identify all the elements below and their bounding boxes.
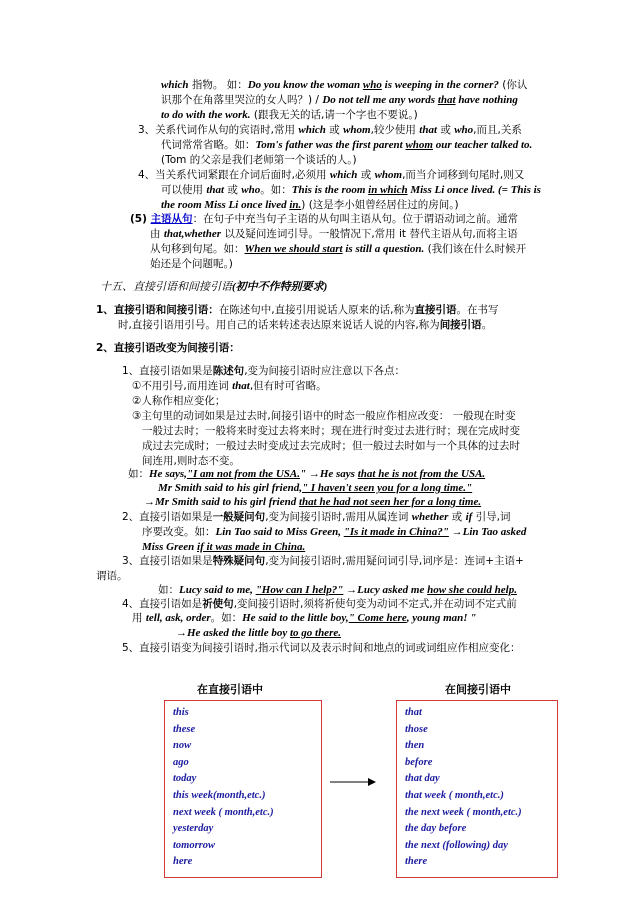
en-word: who xyxy=(241,184,261,196)
text: ,变间接引语时,须将祈使句变为动词不定式,并在动词不定式前 xyxy=(233,598,517,610)
text: 或 xyxy=(224,184,242,196)
term: 间接引语 xyxy=(439,319,482,331)
example-en: is still a question. xyxy=(342,243,425,255)
term: 直接引语和间接引语： xyxy=(113,304,219,316)
example-en: " →He says xyxy=(299,468,358,480)
direct-speech-item: these xyxy=(173,723,196,735)
text: 引导,词 xyxy=(472,511,511,523)
text: 。在书写 xyxy=(456,304,499,316)
text: ①不用引号,而用连词 xyxy=(132,380,233,392)
text-line xyxy=(122,554,524,568)
en-word: whom xyxy=(343,124,371,136)
direct-speech-item: here xyxy=(173,856,193,868)
text-line xyxy=(161,183,541,197)
text-line xyxy=(150,257,233,271)
text-line xyxy=(150,242,526,256)
text: 或 xyxy=(437,124,455,136)
indirect-speech-box xyxy=(396,700,558,878)
direct-speech-box xyxy=(164,700,322,878)
text-line xyxy=(132,379,327,393)
text: 4、当关系代词紧跟在介词后面时,必须用 xyxy=(138,169,330,181)
text: ②人称作相应变化； xyxy=(132,395,226,407)
term: 直接引语 xyxy=(414,304,457,316)
en-word: that xyxy=(206,184,225,196)
direct-speech-item: this xyxy=(173,707,189,718)
text-line xyxy=(122,597,517,611)
example-en: He says, xyxy=(149,468,187,480)
section-title: 十五、直接引语和间接引语 xyxy=(100,281,232,293)
example-underlined: how she could help. xyxy=(427,584,517,596)
example-en: Do not tell me any words xyxy=(322,94,438,106)
indirect-speech-item: the next (following) day xyxy=(405,839,508,851)
direct-speech-title: 在直接引语中 xyxy=(197,683,263,696)
text: 始还是个问题呢。) xyxy=(150,258,233,270)
text: 以及疑问连词引导。一般情况下,常用 it 替代主语从句,而将主语 xyxy=(221,228,518,240)
en-word: that xyxy=(232,380,250,392)
example-underlined: that xyxy=(437,94,456,106)
example-en: Miss Green xyxy=(142,541,198,553)
example-underlined: in. xyxy=(289,199,302,211)
text: 如： xyxy=(158,584,179,596)
example-underlined: that he had not seen her for a long time. xyxy=(298,496,482,508)
en-word: tell, ask, order xyxy=(145,612,211,624)
direct-speech-item: next week ( month,etc.) xyxy=(173,806,274,818)
example-en: He said to the little boy, xyxy=(242,612,349,624)
term: 陈述句 xyxy=(212,365,245,377)
text: ：在句子中充当句子主语的从句叫主语从句。位于谓语动词之前。通常 xyxy=(192,213,519,225)
text: 。如： xyxy=(260,184,292,196)
term: 特殊疑问句 xyxy=(212,555,266,567)
text: 用 xyxy=(132,612,146,624)
example-en: , young man! " xyxy=(406,612,477,624)
en-word: which xyxy=(298,124,326,136)
indirect-speech-item: the day before xyxy=(405,823,467,835)
text-line xyxy=(138,168,524,182)
text-line xyxy=(132,394,225,408)
en-word: which xyxy=(329,169,358,181)
text-line xyxy=(142,424,520,438)
example-en: Lin Tao said to Miss Green, xyxy=(215,526,344,538)
text: 间连用,则时态不变。 xyxy=(142,455,240,467)
text: 如： xyxy=(128,468,149,480)
text-line xyxy=(161,78,527,92)
text-line xyxy=(161,93,518,107)
en-word: that,whether xyxy=(163,228,221,240)
example-en: to do with the work. xyxy=(161,109,251,121)
text: ,变为间接引语时,需用从属连词 xyxy=(265,511,412,523)
example-underlined: who xyxy=(362,79,382,91)
example-line xyxy=(144,495,481,509)
text-line xyxy=(122,510,511,524)
text: ,变为间接引语时,需用疑问词引导,词序是：连词+主语+ xyxy=(265,555,524,567)
example-en: Miss Li once lived. (= This is xyxy=(407,184,541,196)
text: (我们该在什么时候开 xyxy=(424,243,527,255)
text: ,较少使用 xyxy=(370,124,420,136)
text-line xyxy=(132,611,476,625)
text-line xyxy=(161,138,532,152)
example-en: Lucy said to me, xyxy=(179,584,256,596)
example-underlined: When we should start xyxy=(244,243,343,255)
text-line xyxy=(122,364,405,378)
text-line xyxy=(161,198,459,212)
direct-speech-item: ago xyxy=(173,756,189,768)
example-en: →Lin Tao asked xyxy=(448,526,527,538)
text-line xyxy=(138,123,522,137)
text-line xyxy=(130,212,518,226)
example-underlined: "Is it made in China?" xyxy=(343,526,449,538)
text: 时,直接引语用引号。用自己的话来转述表达原来说话人说的内容,称为 xyxy=(118,319,440,331)
text-line xyxy=(96,303,499,317)
text-line xyxy=(122,641,521,655)
direct-speech-item: tomorrow xyxy=(173,839,216,851)
text: ,变为间接引语时应注意以下各点： xyxy=(244,365,406,377)
arrow-icon xyxy=(330,776,376,788)
text-line xyxy=(132,409,516,423)
example-en: Tom's father was the first parent xyxy=(255,139,406,151)
indirect-speech-item: those xyxy=(405,723,428,735)
subject-clause-link[interactable]: 主语从句 xyxy=(150,213,193,225)
example-underlined: " Come here xyxy=(348,612,407,624)
indirect-speech-item: that xyxy=(405,707,422,718)
item-number: 1、 xyxy=(96,304,114,316)
example-underlined: to go there. xyxy=(289,627,341,639)
text: ,而且,关系 xyxy=(473,124,522,136)
direct-speech-item: now xyxy=(173,740,192,752)
example-underlined: in which xyxy=(368,184,408,196)
text: 在陈述句中,直接引用说话人原来的话,称为 xyxy=(218,304,415,316)
text: 或 xyxy=(357,169,375,181)
term: 祈使句 xyxy=(202,598,234,610)
direct-speech-item: today xyxy=(173,773,197,785)
indirect-speech-item: that day xyxy=(405,773,440,785)
text-line xyxy=(161,153,357,167)
en-word: whom xyxy=(374,169,403,181)
section-heading xyxy=(100,280,327,294)
text: (跟我无关的话,请一个字也不要说。) xyxy=(250,109,418,121)
text: 识那个在角落里哭泣的女人吗？) / xyxy=(161,94,323,106)
item-number: (5) xyxy=(130,213,151,225)
example-en: have nothing xyxy=(455,94,518,106)
example-line xyxy=(176,626,341,640)
text: ,但有时可省略。 xyxy=(249,380,327,392)
direct-speech-item: yesterday xyxy=(173,823,214,835)
indirect-speech-item: before xyxy=(405,756,433,768)
example-en: →He asked the little boy xyxy=(176,627,290,639)
example-en: Do you know the woman xyxy=(247,79,363,91)
en-word: that xyxy=(419,124,437,136)
indirect-speech-item: that week ( month,etc.) xyxy=(405,790,504,801)
text: 3、直接引语如果是 xyxy=(122,555,213,567)
text: (你认 xyxy=(498,79,528,91)
text-line xyxy=(150,227,518,241)
text: 。 xyxy=(481,319,493,331)
example-line xyxy=(158,583,517,597)
example-en: →Mr Smith said to his girl friend xyxy=(144,496,299,508)
text: 2、直接引语如果是 xyxy=(122,511,213,523)
text: ) (这是李小姐曾经居住过的房间。) xyxy=(301,199,459,211)
text: (Tom 的父亲是我们老师第一个谈话的人。) xyxy=(161,154,357,166)
term: 一般疑问句 xyxy=(212,511,266,523)
text: 可以使用 xyxy=(161,184,207,196)
example-underlined: that he is not from the USA. xyxy=(357,468,486,480)
example-en: →Lucy asked me xyxy=(343,584,428,596)
text: 成过去完成时；一般过去时变成过去完成时；但一般过去时如与一个具体的过去时 xyxy=(142,440,520,452)
example-underlined: if it was made in China. xyxy=(197,541,306,553)
example-underlined: " I haven't seen you for a long time." xyxy=(301,482,473,494)
text-line xyxy=(118,318,492,332)
indirect-speech-title: 在间接引语中 xyxy=(445,683,511,696)
subsection-title: 2、直接引语改变为间接引语： xyxy=(96,342,240,354)
example-underlined: "How can I help?" xyxy=(255,584,344,596)
text: 或 xyxy=(325,124,344,136)
text: 由 xyxy=(150,228,164,240)
example-en: the room Miss Li once lived xyxy=(161,199,290,211)
example-underlined: whom xyxy=(405,139,433,151)
example-en: is weeping in the corner? xyxy=(381,79,499,91)
text: 从句移到句尾。如： xyxy=(150,243,245,255)
example-en: our teacher talked to. xyxy=(432,139,533,151)
text-line xyxy=(142,439,520,453)
text: 谓语。 xyxy=(96,570,128,582)
text: 。如： xyxy=(210,612,243,624)
en-word: who xyxy=(454,124,474,136)
text: 序要改变。如： xyxy=(142,526,216,538)
example-line xyxy=(158,481,472,495)
text: 代词常常省略。如： xyxy=(161,139,256,151)
example-en: This is the room xyxy=(291,184,369,196)
subsection-heading xyxy=(96,341,240,355)
text: ③主句里的动词如果是过去时,间接引语中的时态一般应作相应改变： 一般现在时变 xyxy=(132,410,516,422)
en-word: whether xyxy=(411,511,449,523)
text-line xyxy=(142,540,305,554)
text: 或 xyxy=(448,511,466,523)
indirect-speech-item: the next week ( month,etc.) xyxy=(405,806,522,818)
example-en: Mr Smith said to his girl friend, xyxy=(158,482,302,494)
text-line xyxy=(142,454,240,468)
indirect-speech-item: then xyxy=(405,740,425,752)
section-note: (初中不作特别要求) xyxy=(232,281,328,293)
text: 3、关系代词作从句的宾语时,常用 xyxy=(138,124,299,136)
text: 1、直接引语如果是 xyxy=(122,365,213,377)
text: 一般过去时；一般将来时变过去将来时；现在进行时变过去进行时；现在完成时变 xyxy=(142,425,520,437)
text: 指物。 如： xyxy=(188,79,248,91)
text-line xyxy=(142,525,526,539)
en-word: if xyxy=(465,511,473,523)
text-line xyxy=(96,569,128,583)
text: 5、直接引语变为间接引语时,指示代词以及表示时间和地点的词或词组应作相应变化： xyxy=(122,642,521,654)
example-underlined: "I am not from the USA. xyxy=(186,468,300,480)
indirect-speech-item: there xyxy=(405,856,428,868)
text: ,而当介词移到句尾时,则又 xyxy=(402,169,525,181)
text-line xyxy=(161,108,418,122)
example-line xyxy=(128,467,485,481)
text: 4、直接引语如是 xyxy=(122,598,203,610)
en-word: which xyxy=(161,79,189,91)
direct-speech-item: this week(month,etc.) xyxy=(173,790,266,801)
